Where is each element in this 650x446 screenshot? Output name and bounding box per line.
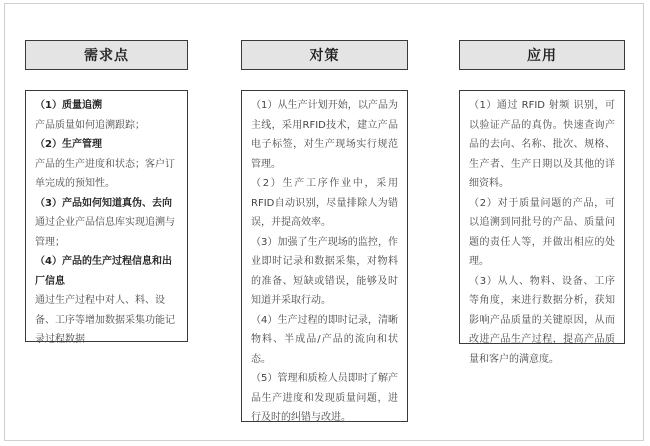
column-header-applications: 应用 — [459, 40, 625, 70]
column-requirements — [25, 40, 188, 70]
strategy-item: （1）从生产计划开始，以产品为主线，采用RFID技术，建立产品电子标签，对生产现场实行规范管理。 — [251, 100, 398, 170]
column-strategies — [241, 40, 408, 70]
requirement-heading: （2）生产管理 — [35, 139, 102, 150]
application-item: （1）通过 RFID 射频 识别，可以验证产品的真伪。快速查询产品的去向、名称、批次、规格、生产者、生产日期以及其他的详细资料。 — [469, 100, 615, 189]
requirements-card — [25, 90, 188, 345]
strategy-item: （5）管理和质检人员即时了解产品生产进度和发现质量问题，进行及时的纠错与改进。 — [251, 373, 398, 423]
strategy-item: （4）生产过程的即时记录，清晰物料、半成品/产品的流向和状态。 — [251, 314, 398, 365]
strategy-item: （3）加强了生产现场的监控，作业即时记录和数据采集，对物料的准备、短缺或错误，能够及时知道并采取行动。 — [251, 236, 398, 306]
column-header-requirements: 需求点 — [25, 40, 188, 70]
column-header-strategies: 对策 — [241, 40, 408, 70]
requirement-text: 产品质量如何追溯跟踪； — [35, 119, 145, 131]
applications-card — [459, 90, 625, 365]
application-item: （3）从人、物料、设备、工序等角度，来进行数据分析，获知影响产品质量的关键原因，从而改进产品生产过程，提高产品质量和客户的满意度。 — [469, 275, 615, 365]
requirement-heading: （4）产品的生产过程信息和出厂信息 — [35, 256, 172, 287]
requirement-text: 产品的生产进度和状态；客户订单完成的预知性。 — [35, 158, 175, 189]
column-applications — [459, 40, 625, 70]
requirement-text: 通过企业产品信息库实现追溯与管理； — [35, 217, 175, 248]
application-item: （2）对于质量问题的产品，可以追溯到同批号的产品、质量问题的责任人等，并做出相应的处理。 — [469, 197, 615, 267]
requirement-text: 通过生产过程中对人、料、设备、工序等增加数据采集功能记录过程数据 — [35, 295, 175, 345]
requirement-heading: （1）质量追溯 — [35, 100, 102, 111]
requirement-heading: （3）产品如何知道真伪、去向 — [35, 197, 172, 209]
strategy-item: （2）生产工序作业中，采用RFID自动识别，尽量排除人为错误，并提高效率。 — [251, 178, 398, 228]
strategies-card — [241, 90, 408, 422]
